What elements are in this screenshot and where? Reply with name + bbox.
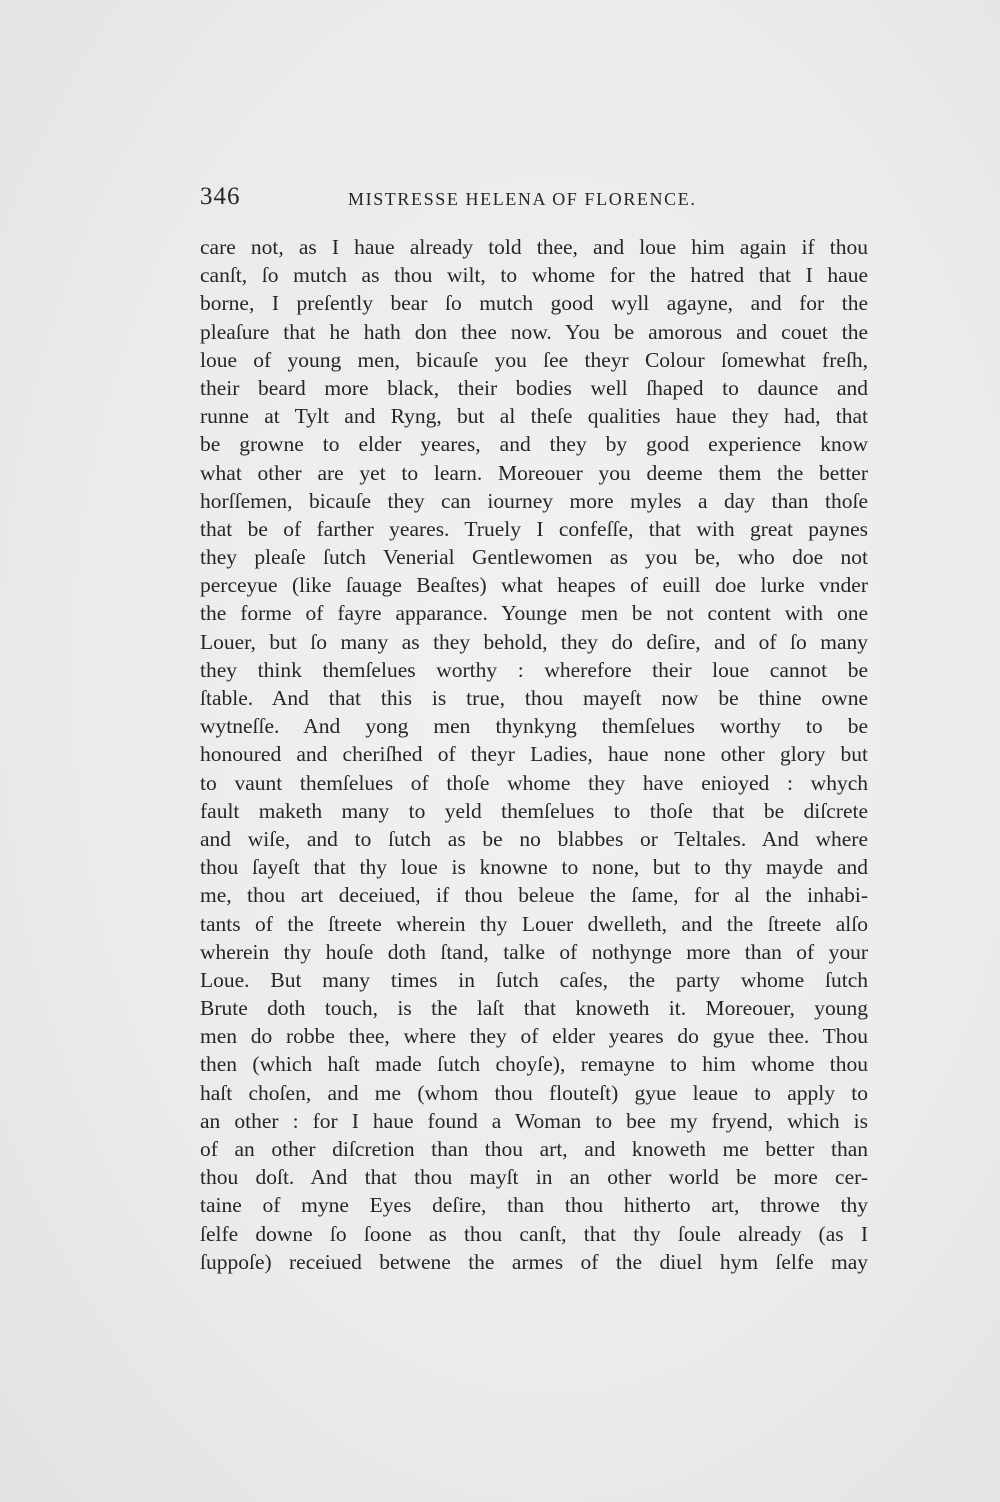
text-line: loue of young men, bicauſe you ſee theyr Colour ſomewhat freſh, xyxy=(200,347,868,372)
text-line: ſtable. And that this is true, thou mayeſt now be thine owne xyxy=(200,686,868,710)
text-line: thou doſt. And that thou mayſt in an other world be more cer- xyxy=(200,1165,868,1190)
text-line: honoured and cheriſhed of theyr Ladies, haue none other glory but xyxy=(200,742,868,767)
page-number: 346 xyxy=(200,183,241,210)
page-header xyxy=(200,183,730,215)
text-line: runne at Tylt and Ryng, but al theſe qualities haue they had, that xyxy=(200,404,868,429)
text-line: haſt choſen, and me (whom thou flouteſt) gyue leaue to apply to xyxy=(200,1080,868,1105)
text-line: be growne to elder yeares, and they by good experience know xyxy=(200,432,868,457)
text-line: they think themſelues worthy : wherefore their loue cannot be xyxy=(200,657,868,682)
text-line: wherein thy houſe doth ſtand, talke of nothynge more than of your xyxy=(200,939,868,964)
text-line: me, thou art deceiued, if thou beleue the ſame, for al the inhabi- xyxy=(200,883,868,908)
text-line: canſt, ſo mutch as thou wilt, to whome for the hatred that I haue xyxy=(200,263,868,288)
text-line: thou ſayeſt that thy loue is knowne to none, but to thy mayde and xyxy=(200,855,868,880)
text-line: what other are yet to learn. Moreouer you deeme them the better xyxy=(200,460,868,485)
text-line: Louer, but ſo many as they behold, they do deſire, and of ſo many xyxy=(200,629,868,654)
text-line: that be of farther yeares. Truely I confeſſe, that with great paynes xyxy=(200,516,868,541)
text-line: the forme of fayre apparance. Younge men be not content with one xyxy=(200,601,868,626)
text-line: and wiſe, and to ſutch as be no blabbes or Teltales. And where xyxy=(200,826,868,851)
text-line: they pleaſe ſutch Venerial Gentlewomen as you be, who doe not xyxy=(200,545,868,570)
text-line: fault maketh many to yeld themſelues to thoſe that be diſcrete xyxy=(200,798,868,823)
body-text xyxy=(200,233,868,1276)
text-line: borne, I preſently bear ſo mutch good wyll agayne, and for the xyxy=(200,291,868,316)
text-line: wytneſſe. And yong men thynkyng themſelues worthy to be xyxy=(200,714,868,739)
text-line: to vaunt themſelues of thoſe whome they have enioyed : whych xyxy=(200,770,868,795)
running-head: MISTRESSE HELENA OF FLORENCE. xyxy=(348,189,697,209)
text-line: horſſemen, bicauſe they can iourney more myles a day than thoſe xyxy=(200,488,868,513)
text-line: perceyue (like ſauage Beaſtes) what heapes of euill doe lurke vnder xyxy=(200,573,868,598)
text-line: ſelfe downe ſo ſoone as thou canſt, that thy ſoule already (as I xyxy=(200,1221,868,1246)
text-line: taine of myne Eyes deſire, than thou hitherto art, throwe thy xyxy=(200,1193,868,1218)
text-line: ſuppoſe) receiued betwene the armes of the diuel hym ſelfe may xyxy=(200,1249,868,1274)
text-line: their beard more black, their bodies well ſhaped to daunce and xyxy=(200,375,868,400)
text-line: an other : for I haue found a Woman to bee my fryend, which is xyxy=(200,1108,868,1133)
text-line: Loue. But many times in ſutch caſes, the party whome ſutch xyxy=(200,967,868,992)
text-line: of an other diſcretion than thou art, and knoweth me better than xyxy=(200,1137,868,1161)
text-line: pleaſure that he hath don thee now. You be amorous and couet the xyxy=(200,319,868,344)
text-line: tants of the ſtreete wherein thy Louer dwelleth, and the ſtreete alſo xyxy=(200,911,868,936)
text-line: Brute doth touch, is the laſt that knoweth it. Moreouer, young xyxy=(200,996,868,1021)
text-line: care not, as I haue already told thee, and loue him again if thou xyxy=(200,235,868,259)
text-line: then (which haſt made ſutch choyſe), remayne to him whome thou xyxy=(200,1052,868,1077)
text-line: men do robbe thee, where they of elder yeares do gyue thee. Thou xyxy=(200,1024,868,1049)
